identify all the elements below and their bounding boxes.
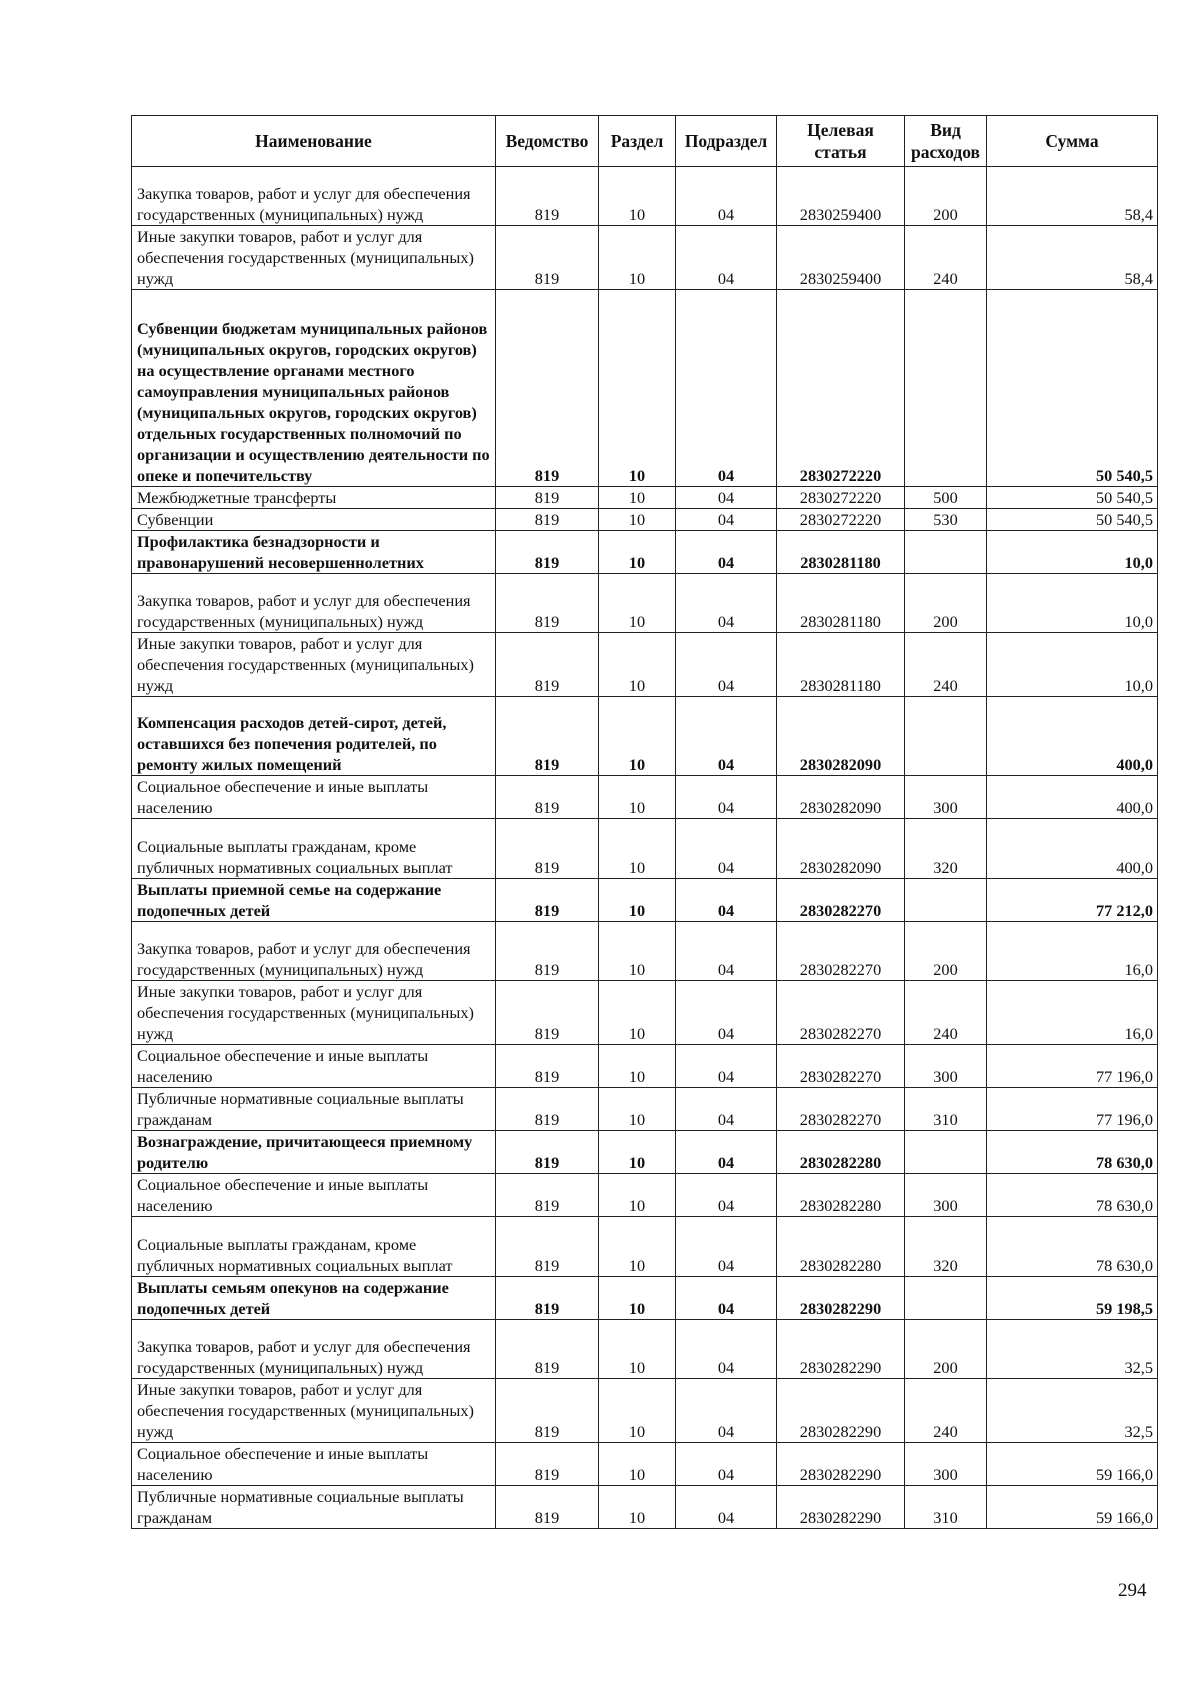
cell-target: 2830282280 — [777, 1131, 905, 1174]
cell-dept: 819 — [496, 1276, 599, 1319]
cell-sum: 400,0 — [987, 697, 1158, 776]
cell-name: Субвенции бюджетам муниципальных районов (муниципальных округов, городских округов) на осуществление органами местного самоуправления муниципальных районов (муниципальных округов, городских округов) отдельных государственных полномочий по организации и осуществлению деятельности по опеке и попечительству — [132, 290, 496, 487]
cell-target: 2830282270 — [777, 878, 905, 921]
cell-dept: 819 — [496, 776, 599, 819]
table-row — [132, 1131, 1158, 1174]
cell-subsection: 04 — [676, 697, 777, 776]
cell-dept: 819 — [496, 1088, 599, 1131]
cell-section: 10 — [599, 1442, 676, 1485]
cell-target: 2830272220 — [777, 486, 905, 508]
cell-dept: 819 — [496, 290, 599, 487]
cell-dept: 819 — [496, 1131, 599, 1174]
cell-sum: 10,0 — [987, 633, 1158, 697]
cell-expense-type: 500 — [905, 486, 987, 508]
header-section: Раздел — [599, 116, 676, 167]
table-row — [132, 819, 1158, 878]
header-name: Наименование — [132, 116, 496, 167]
cell-dept: 819 — [496, 1174, 599, 1217]
table-row — [132, 1485, 1158, 1528]
table-row — [132, 1217, 1158, 1276]
cell-name: Иные закупки товаров, работ и услуг для обеспечения государственных (муниципальных) нужд — [132, 633, 496, 697]
cell-subsection: 04 — [676, 1276, 777, 1319]
cell-sum: 77 196,0 — [987, 1045, 1158, 1088]
cell-expense-type: 310 — [905, 1485, 987, 1528]
cell-expense-type: 200 — [905, 1319, 987, 1378]
cell-section: 10 — [599, 1217, 676, 1276]
cell-sum: 77 196,0 — [987, 1088, 1158, 1131]
cell-name: Закупка товаров, работ и услуг для обеспечения государственных (муниципальных) нужд — [132, 1319, 496, 1378]
cell-sum: 32,5 — [987, 1319, 1158, 1378]
cell-dept: 819 — [496, 1319, 599, 1378]
cell-dept: 819 — [496, 819, 599, 878]
cell-sum: 77 212,0 — [987, 878, 1158, 921]
header-subsection: Подраздел — [676, 116, 777, 167]
cell-sum: 400,0 — [987, 776, 1158, 819]
cell-sum: 58,4 — [987, 226, 1158, 290]
cell-expense-type: 300 — [905, 1045, 987, 1088]
table-row — [132, 1442, 1158, 1485]
cell-target: 2830282270 — [777, 1088, 905, 1131]
cell-name: Субвенции — [132, 508, 496, 530]
cell-target: 2830282280 — [777, 1217, 905, 1276]
cell-name: Социальные выплаты гражданам, кроме публичных нормативных социальных выплат — [132, 819, 496, 878]
cell-section: 10 — [599, 981, 676, 1045]
header-dept: Ведомство — [496, 116, 599, 167]
cell-target: 2830259400 — [777, 167, 905, 226]
cell-expense-type: 240 — [905, 633, 987, 697]
cell-sum: 16,0 — [987, 921, 1158, 980]
cell-target: 2830282280 — [777, 1174, 905, 1217]
cell-sum: 10,0 — [987, 530, 1158, 573]
cell-expense-type: 320 — [905, 819, 987, 878]
cell-section: 10 — [599, 1276, 676, 1319]
cell-section: 10 — [599, 508, 676, 530]
cell-section: 10 — [599, 776, 676, 819]
cell-target: 2830282090 — [777, 819, 905, 878]
cell-section: 10 — [599, 530, 676, 573]
table-row — [132, 573, 1158, 632]
cell-target: 2830282270 — [777, 981, 905, 1045]
cell-section: 10 — [599, 573, 676, 632]
table-row — [132, 776, 1158, 819]
cell-sum: 59 166,0 — [987, 1442, 1158, 1485]
cell-target: 2830281180 — [777, 530, 905, 573]
cell-subsection: 04 — [676, 633, 777, 697]
cell-section: 10 — [599, 1045, 676, 1088]
cell-target: 2830282090 — [777, 697, 905, 776]
cell-target: 2830281180 — [777, 573, 905, 632]
cell-subsection: 04 — [676, 1174, 777, 1217]
cell-dept: 819 — [496, 530, 599, 573]
cell-sum: 16,0 — [987, 981, 1158, 1045]
cell-name: Социальное обеспечение и иные выплаты населению — [132, 1174, 496, 1217]
cell-dept: 819 — [496, 697, 599, 776]
cell-name: Социальное обеспечение и иные выплаты населению — [132, 1442, 496, 1485]
cell-subsection: 04 — [676, 1088, 777, 1131]
cell-dept: 819 — [496, 486, 599, 508]
cell-subsection: 04 — [676, 167, 777, 226]
cell-dept: 819 — [496, 1217, 599, 1276]
cell-name: Публичные нормативные социальные выплаты гражданам — [132, 1088, 496, 1131]
cell-sum: 50 540,5 — [987, 290, 1158, 487]
cell-dept: 819 — [496, 167, 599, 226]
cell-expense-type: 200 — [905, 573, 987, 632]
cell-subsection: 04 — [676, 1442, 777, 1485]
cell-target: 2830282290 — [777, 1442, 905, 1485]
cell-name: Социальные выплаты гражданам, кроме публичных нормативных социальных выплат — [132, 1217, 496, 1276]
cell-subsection: 04 — [676, 486, 777, 508]
cell-expense-type — [905, 1131, 987, 1174]
cell-subsection: 04 — [676, 819, 777, 878]
cell-sum: 78 630,0 — [987, 1131, 1158, 1174]
cell-target: 2830282270 — [777, 921, 905, 980]
cell-subsection: 04 — [676, 508, 777, 530]
cell-expense-type: 310 — [905, 1088, 987, 1131]
cell-name: Закупка товаров, работ и услуг для обеспечения государственных (муниципальных) нужд — [132, 573, 496, 632]
cell-section: 10 — [599, 167, 676, 226]
cell-name: Выплаты приемной семье на содержание подопечных детей — [132, 878, 496, 921]
header-sum: Сумма — [987, 116, 1158, 167]
cell-sum: 59 166,0 — [987, 1485, 1158, 1528]
table-row — [132, 1319, 1158, 1378]
table-row — [132, 486, 1158, 508]
cell-section: 10 — [599, 1485, 676, 1528]
cell-dept: 819 — [496, 633, 599, 697]
cell-expense-type — [905, 290, 987, 487]
cell-expense-type — [905, 1276, 987, 1319]
cell-section: 10 — [599, 1378, 676, 1442]
table-row — [132, 633, 1158, 697]
cell-dept: 819 — [496, 1485, 599, 1528]
cell-target: 2830282290 — [777, 1276, 905, 1319]
table-row — [132, 167, 1158, 226]
cell-subsection: 04 — [676, 530, 777, 573]
cell-name: Выплаты семьям опекунов на содержание подопечных детей — [132, 1276, 496, 1319]
cell-subsection: 04 — [676, 226, 777, 290]
table-header-row — [132, 116, 1158, 167]
cell-target: 2830272220 — [777, 508, 905, 530]
cell-section: 10 — [599, 697, 676, 776]
cell-expense-type: 240 — [905, 981, 987, 1045]
budget-table — [131, 115, 1158, 1529]
table-row — [132, 1174, 1158, 1217]
cell-name: Вознаграждение, причитающееся приемному родителю — [132, 1131, 496, 1174]
cell-sum: 32,5 — [987, 1378, 1158, 1442]
table-row — [132, 1088, 1158, 1131]
cell-expense-type: 240 — [905, 1378, 987, 1442]
cell-subsection: 04 — [676, 981, 777, 1045]
cell-name: Иные закупки товаров, работ и услуг для обеспечения государственных (муниципальных) нужд — [132, 1378, 496, 1442]
cell-target: 2830282270 — [777, 1045, 905, 1088]
cell-target: 2830282290 — [777, 1319, 905, 1378]
cell-name: Иные закупки товаров, работ и услуг для обеспечения государственных (муниципальных) нужд — [132, 226, 496, 290]
table-row — [132, 530, 1158, 573]
cell-subsection: 04 — [676, 1378, 777, 1442]
table-row — [132, 290, 1158, 487]
cell-expense-type: 200 — [905, 167, 987, 226]
cell-name: Профилактика безнадзорности и правонарушений несовершеннолетних — [132, 530, 496, 573]
cell-expense-type — [905, 530, 987, 573]
cell-section: 10 — [599, 486, 676, 508]
cell-section: 10 — [599, 1131, 676, 1174]
cell-sum: 59 198,5 — [987, 1276, 1158, 1319]
cell-expense-type: 300 — [905, 776, 987, 819]
cell-target: 2830259400 — [777, 226, 905, 290]
cell-sum: 78 630,0 — [987, 1174, 1158, 1217]
cell-subsection: 04 — [676, 1131, 777, 1174]
cell-sum: 58,4 — [987, 167, 1158, 226]
cell-dept: 819 — [496, 226, 599, 290]
cell-target: 2830282090 — [777, 776, 905, 819]
cell-expense-type: 320 — [905, 1217, 987, 1276]
table-row — [132, 981, 1158, 1045]
cell-subsection: 04 — [676, 1319, 777, 1378]
cell-dept: 819 — [496, 878, 599, 921]
cell-expense-type: 240 — [905, 226, 987, 290]
cell-section: 10 — [599, 633, 676, 697]
table-row — [132, 226, 1158, 290]
cell-dept: 819 — [496, 921, 599, 980]
cell-name: Иные закупки товаров, работ и услуг для обеспечения государственных (муниципальных) нужд — [132, 981, 496, 1045]
cell-dept: 819 — [496, 1442, 599, 1485]
cell-section: 10 — [599, 819, 676, 878]
page-number: 294 — [1118, 1580, 1147, 1601]
cell-name: Межбюджетные трансферты — [132, 486, 496, 508]
cell-subsection: 04 — [676, 1217, 777, 1276]
cell-subsection: 04 — [676, 776, 777, 819]
cell-subsection: 04 — [676, 1045, 777, 1088]
cell-dept: 819 — [496, 573, 599, 632]
table-row — [132, 1378, 1158, 1442]
cell-target: 2830272220 — [777, 290, 905, 487]
cell-name: Закупка товаров, работ и услуг для обеспечения государственных (муниципальных) нужд — [132, 921, 496, 980]
cell-section: 10 — [599, 1174, 676, 1217]
table-row — [132, 508, 1158, 530]
cell-section: 10 — [599, 1319, 676, 1378]
cell-section: 10 — [599, 226, 676, 290]
cell-subsection: 04 — [676, 921, 777, 980]
table-body — [132, 167, 1158, 1529]
cell-subsection: 04 — [676, 1485, 777, 1528]
cell-sum: 50 540,5 — [987, 486, 1158, 508]
cell-expense-type: 300 — [905, 1174, 987, 1217]
header-expense-type: Вид расходов — [905, 116, 987, 167]
cell-name: Публичные нормативные социальные выплаты гражданам — [132, 1485, 496, 1528]
table-row — [132, 1045, 1158, 1088]
cell-subsection: 04 — [676, 878, 777, 921]
cell-expense-type — [905, 697, 987, 776]
cell-expense-type: 530 — [905, 508, 987, 530]
cell-expense-type: 300 — [905, 1442, 987, 1485]
cell-sum: 50 540,5 — [987, 508, 1158, 530]
cell-dept: 819 — [496, 981, 599, 1045]
cell-sum: 10,0 — [987, 573, 1158, 632]
cell-expense-type — [905, 878, 987, 921]
cell-name: Социальное обеспечение и иные выплаты населению — [132, 776, 496, 819]
table-row — [132, 697, 1158, 776]
table-row — [132, 878, 1158, 921]
cell-section: 10 — [599, 878, 676, 921]
cell-name: Компенсация расходов детей-сирот, детей, оставшихся без попечения родителей, по ремонту жилых помещений — [132, 697, 496, 776]
cell-name: Закупка товаров, работ и услуг для обеспечения государственных (муниципальных) нужд — [132, 167, 496, 226]
cell-section: 10 — [599, 1088, 676, 1131]
cell-target: 2830281180 — [777, 633, 905, 697]
budget-table-container — [131, 115, 1157, 1529]
cell-sum: 78 630,0 — [987, 1217, 1158, 1276]
table-row — [132, 921, 1158, 980]
cell-target: 2830282290 — [777, 1378, 905, 1442]
table-row — [132, 1276, 1158, 1319]
cell-expense-type: 200 — [905, 921, 987, 980]
cell-target: 2830282290 — [777, 1485, 905, 1528]
cell-sum: 400,0 — [987, 819, 1158, 878]
cell-dept: 819 — [496, 1045, 599, 1088]
cell-section: 10 — [599, 921, 676, 980]
header-target: Целевая статья — [777, 116, 905, 167]
cell-name: Социальное обеспечение и иные выплаты населению — [132, 1045, 496, 1088]
cell-subsection: 04 — [676, 290, 777, 487]
cell-dept: 819 — [496, 1378, 599, 1442]
cell-subsection: 04 — [676, 573, 777, 632]
cell-dept: 819 — [496, 508, 599, 530]
cell-section: 10 — [599, 290, 676, 487]
